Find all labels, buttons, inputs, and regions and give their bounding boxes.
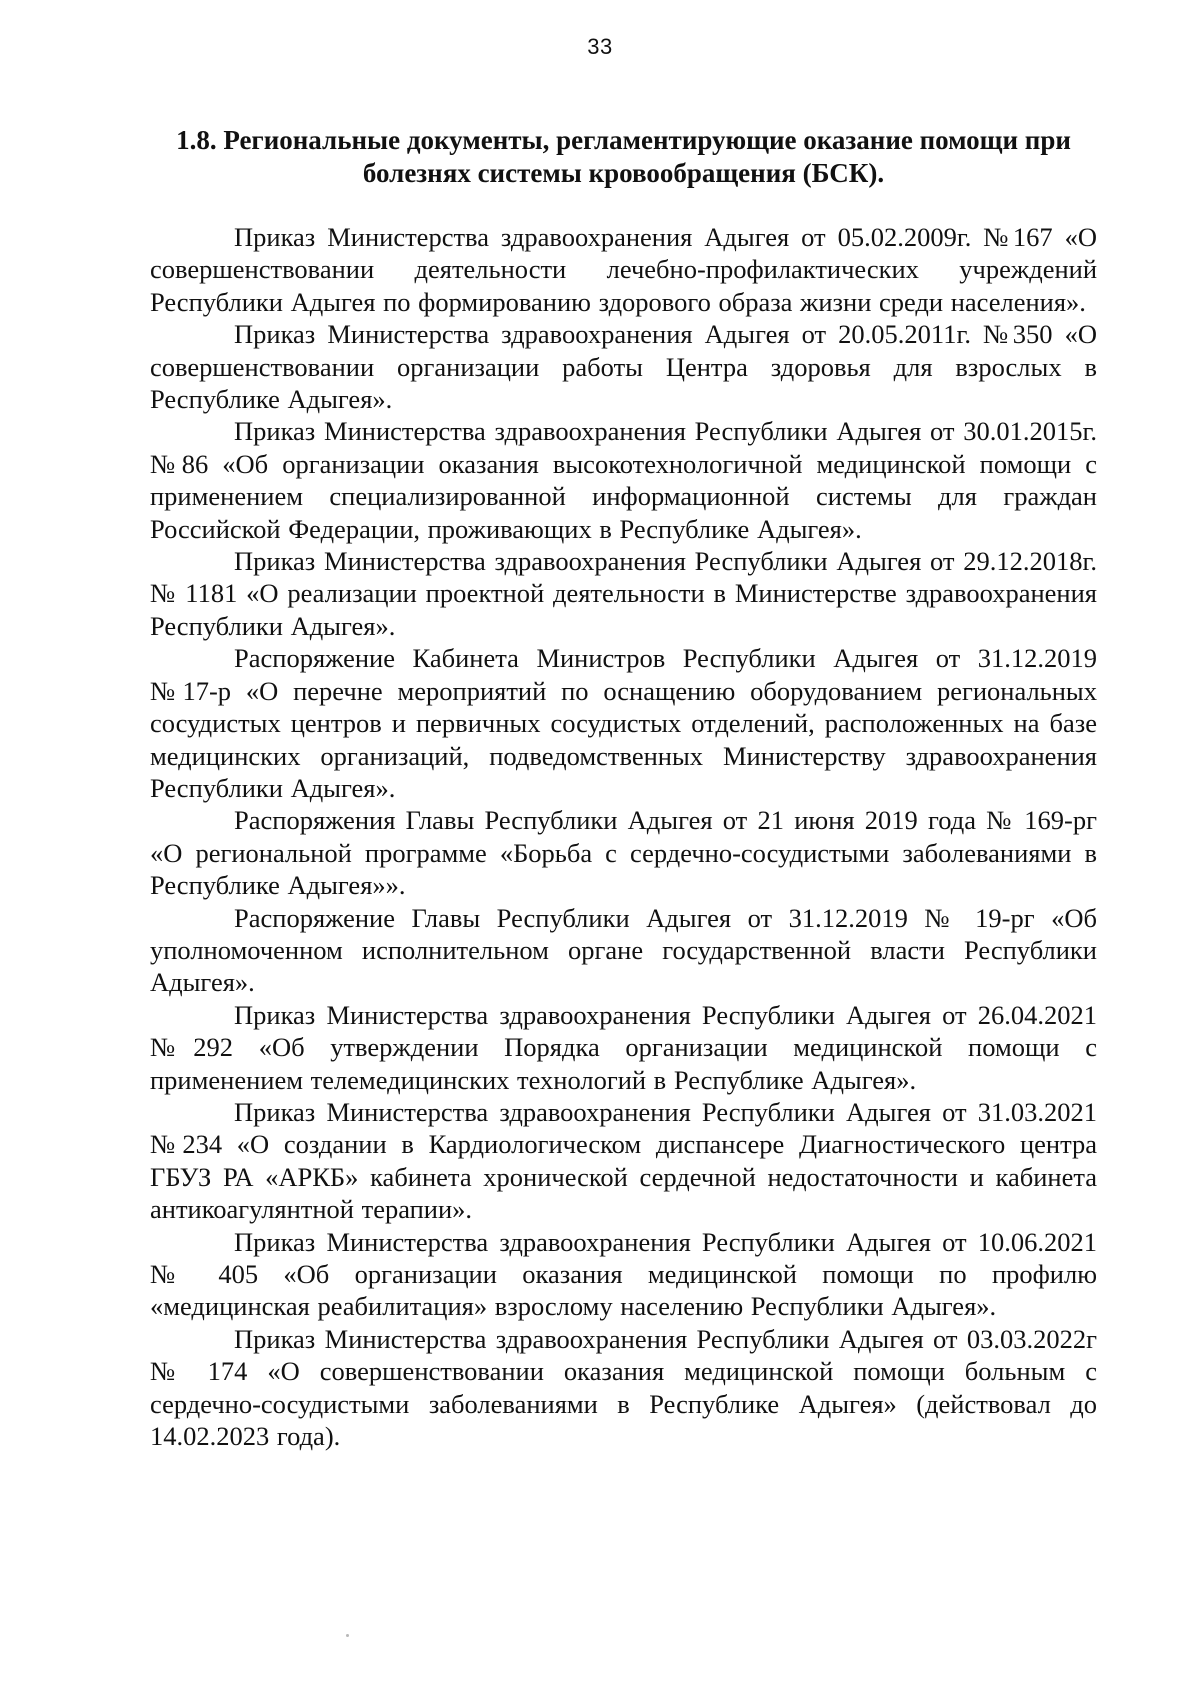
paragraph-decree-169-rg: Распоряжения Главы Республики Адыгея от 21 июня 2019 года № 169-рг «О региональной программе «Борьба с сердечно-сосудистыми заболеваниями в Республике Адыгея»». <box>150 805 1097 901</box>
paragraph-decree-17-r: Распоряжение Кабинета Министров Республики Адыгея от 31.12.2019 №17-р «О перечне мероприятий по оснащению оборудованием региональных сосудистых центров и первичных сосудистых отделений, расположенных на базе медицинских организаций, подведомственных Министерству здравоохранения Республики Адыгея». <box>150 643 1097 803</box>
scan-speck <box>346 1634 349 1637</box>
paragraph-order-167: Приказ Министерства здравоохранения Адыгея от 05.02.2009г. №167 «О совершенствовании деятельности лечебно-профилактических учреждений Республики Адыгея по формированию здорового образа жизни среди населения». <box>150 222 1097 317</box>
document-body <box>150 221 1097 1452</box>
paragraph-order-350: Приказ Министерства здравоохранения Адыгея от 20.05.2011г. №350 «О совершенствовании организации работы Центра здоровья для взрослых в Республике Адыгея». <box>150 319 1097 415</box>
paragraph-decree-19-rg: Распоряжение Главы Республики Адыгея от 31.12.2019 № 19-рг «Об уполномоченном исполнительном органе государственной власти Республики Адыгея». <box>150 902 1097 998</box>
paragraph-order-1181: Приказ Министерства здравоохранения Республики Адыгея от 29.12.2018г. № 1181 «О реализации проектной деятельности в Министерстве здравоохранения Республики Адыгея». <box>150 546 1097 641</box>
paragraph-order-405: Приказ Министерства здравоохранения Республики Адыгея от 10.06.2021 № 405 «Об организации оказания медицинской помощи по профилю «медицинская реабилитация» взрослому населению Республики Адыгея». <box>150 1226 1097 1322</box>
paragraph-order-292: Приказ Министерства здравоохранения Республики Адыгея от 26.04.2021 №292 «Об утверждении Порядка организации медицинской помощи с применением телемедицинских технологий в Республике Адыгея». <box>150 999 1097 1095</box>
paragraph-order-86: Приказ Министерства здравоохранения Республики Адыгея от 30.01.2015г. №86 «Об организации оказания высокотехнологичной медицинской помощи с применением специализированной информационной системы для граждан Российской Федерации, проживающих в Республике Адыгея». <box>150 416 1097 544</box>
page-number: 33 <box>587 34 613 59</box>
paragraph-order-234: Приказ Министерства здравоохранения Республики Адыгея от 31.03.2021 №234 «О создании в Кардиологическом диспансере Диагностического центра ГБУЗ РА «АРКБ» кабинета хронической сердечной недостаточности и кабинета антикоагулянтной терапии». <box>150 1096 1097 1225</box>
paragraph-order-174: Приказ Министерства здравоохранения Республики Адыгея от 03.03.2022г № 174 «О совершенствовании оказания медицинской помощи больным с сердечно-сосудистыми заболеваниями в Республике Адыгея» (действовал до 14.02.2023 года). <box>150 1323 1097 1452</box>
section-heading: 1.8. Региональные документы, регламентирующие оказание помощи при болезнях системы кровообращения (БСК). <box>176 125 1071 188</box>
